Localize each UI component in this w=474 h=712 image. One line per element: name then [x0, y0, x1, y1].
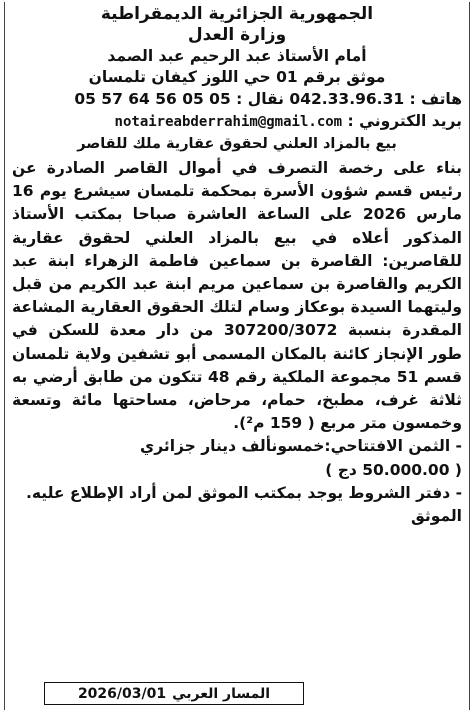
phone-label: هاتف : [409, 90, 462, 108]
email-address: notaireabderrahim@gmail.com [114, 114, 343, 130]
ministry-heading: وزارة العدل [187, 25, 287, 45]
signer-title: الموثق [410, 507, 462, 526]
publication-box [44, 682, 304, 705]
notice-title: بيع بالمزاد العلني لحقوق عقارية ملك للقاصر [77, 136, 397, 152]
page-frame [4, 2, 470, 710]
notary-office: موثق برقم 01 حي اللوز كيفان تلمسان [88, 68, 386, 86]
notary-name: أمام الأستاذ عبد الرحيم عبد الصمد [107, 47, 367, 65]
terms-clause: - دفتر الشروط يوجد بمكتب الموثق لمن أراد الإطلاع عليه. [25, 483, 462, 502]
publication-date: 2026/03/01 [77, 685, 167, 702]
mobile-label: نقال : [236, 90, 284, 108]
mobile-number: 05 57 64 56 05 05 [74, 90, 231, 108]
opening-price: - الثمن الافتتاحي:خمسونألف دينار جزائري [140, 437, 462, 456]
newspaper-name: المسار العربي [172, 685, 271, 702]
notice-body: بناء على رخصة التصرف في أموال القاصر الصادرة عن رئيس قسم شؤون الأسرة بمحكمة تلمسان سيشرع يوم 16 مارس 2026 على الساعة العاشرة صباحا بمكتب الأستاذ المذكور أعلاه في بيع بالمزاد العلني لحقوق عقارية للقاصرين: القاصرة بن سماعين فاطمة الزهراء ابنة عبد الكريم والقاصرة بن سماعين مريم ابنة عبد الكريم من قبل وليتهما السيدة بوعكاز وسام لتلك الحقوق العقارية المشاعة المقدرة بنسبة 307200/3072 من دار معدة للسكن في طور الإنجاز كائنة بالمكان المسمى أبو تشفين ولاية تلمسان قسم 51 مجموعة الملكية رقم 48 تتكون من طابق أرضي به ثلاثة غرف، مطبخ، حمام، مرحاض، مساحتها مائة وتسعة وخمسون متر مربع ( 159 م²). [12, 159, 463, 433]
republic-heading: الجمهورية الجزائرية الديمقراطية [100, 4, 374, 24]
phone-number: 042.33.96.31 [289, 90, 405, 108]
opening-price-amount: ( 50.000.00 دج ) [325, 460, 462, 479]
email-label: بريد الكتروني : [347, 112, 462, 130]
